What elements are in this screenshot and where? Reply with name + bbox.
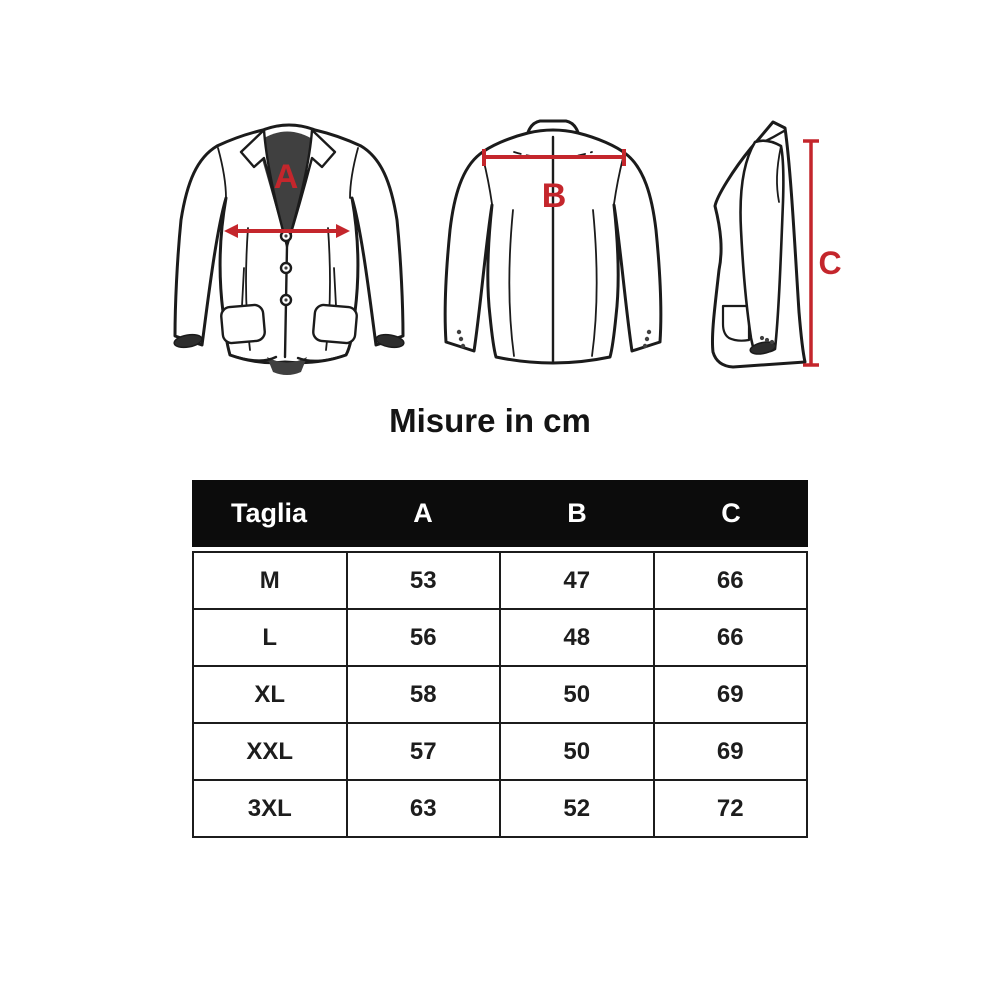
size-table-header [192,480,808,547]
size-cell: 48 [500,609,654,666]
side-pocket [723,306,749,341]
jacket-front-view [168,110,420,380]
front-left-pocket [221,304,266,344]
size-cell: 72 [654,780,808,837]
size-cell: 58 [347,666,501,723]
size-cell: XL [193,666,347,723]
table-row [193,780,807,837]
size-cell: XXL [193,723,347,780]
size-cell: 66 [654,552,808,609]
column-header-taglia: Taglia [230,498,308,528]
column-header-a: A [413,498,433,528]
size-cell: 69 [654,723,808,780]
size-cell: 3XL [193,780,347,837]
table-row [193,666,807,723]
size-cell: 66 [654,609,808,666]
table-row [193,609,807,666]
front-right-pocket [313,304,358,344]
length-line [803,141,819,365]
size-cell: 69 [654,666,808,723]
size-cell: 57 [347,723,501,780]
size-cell: 63 [347,780,501,837]
jacket-back-view [428,110,680,380]
size-cell: L [193,609,347,666]
size-cell: 50 [500,666,654,723]
measurement-label-a: A [273,158,299,196]
column-header-b: B [567,498,587,528]
size-cell: 47 [500,552,654,609]
measurement-label-c: C [818,245,842,281]
table-row [193,723,807,780]
size-cell: 52 [500,780,654,837]
size-cell: 56 [347,609,501,666]
measurement-label-b: B [541,177,567,215]
table-row [193,552,807,609]
jacket-side-view [693,110,868,380]
size-table [192,480,808,838]
size-table-body [192,551,808,838]
size-cell: M [193,552,347,609]
size-cell: 53 [347,552,501,609]
size-cell: 50 [500,723,654,780]
page-title: Misure in cm [389,402,591,439]
column-header-c: C [721,498,741,528]
